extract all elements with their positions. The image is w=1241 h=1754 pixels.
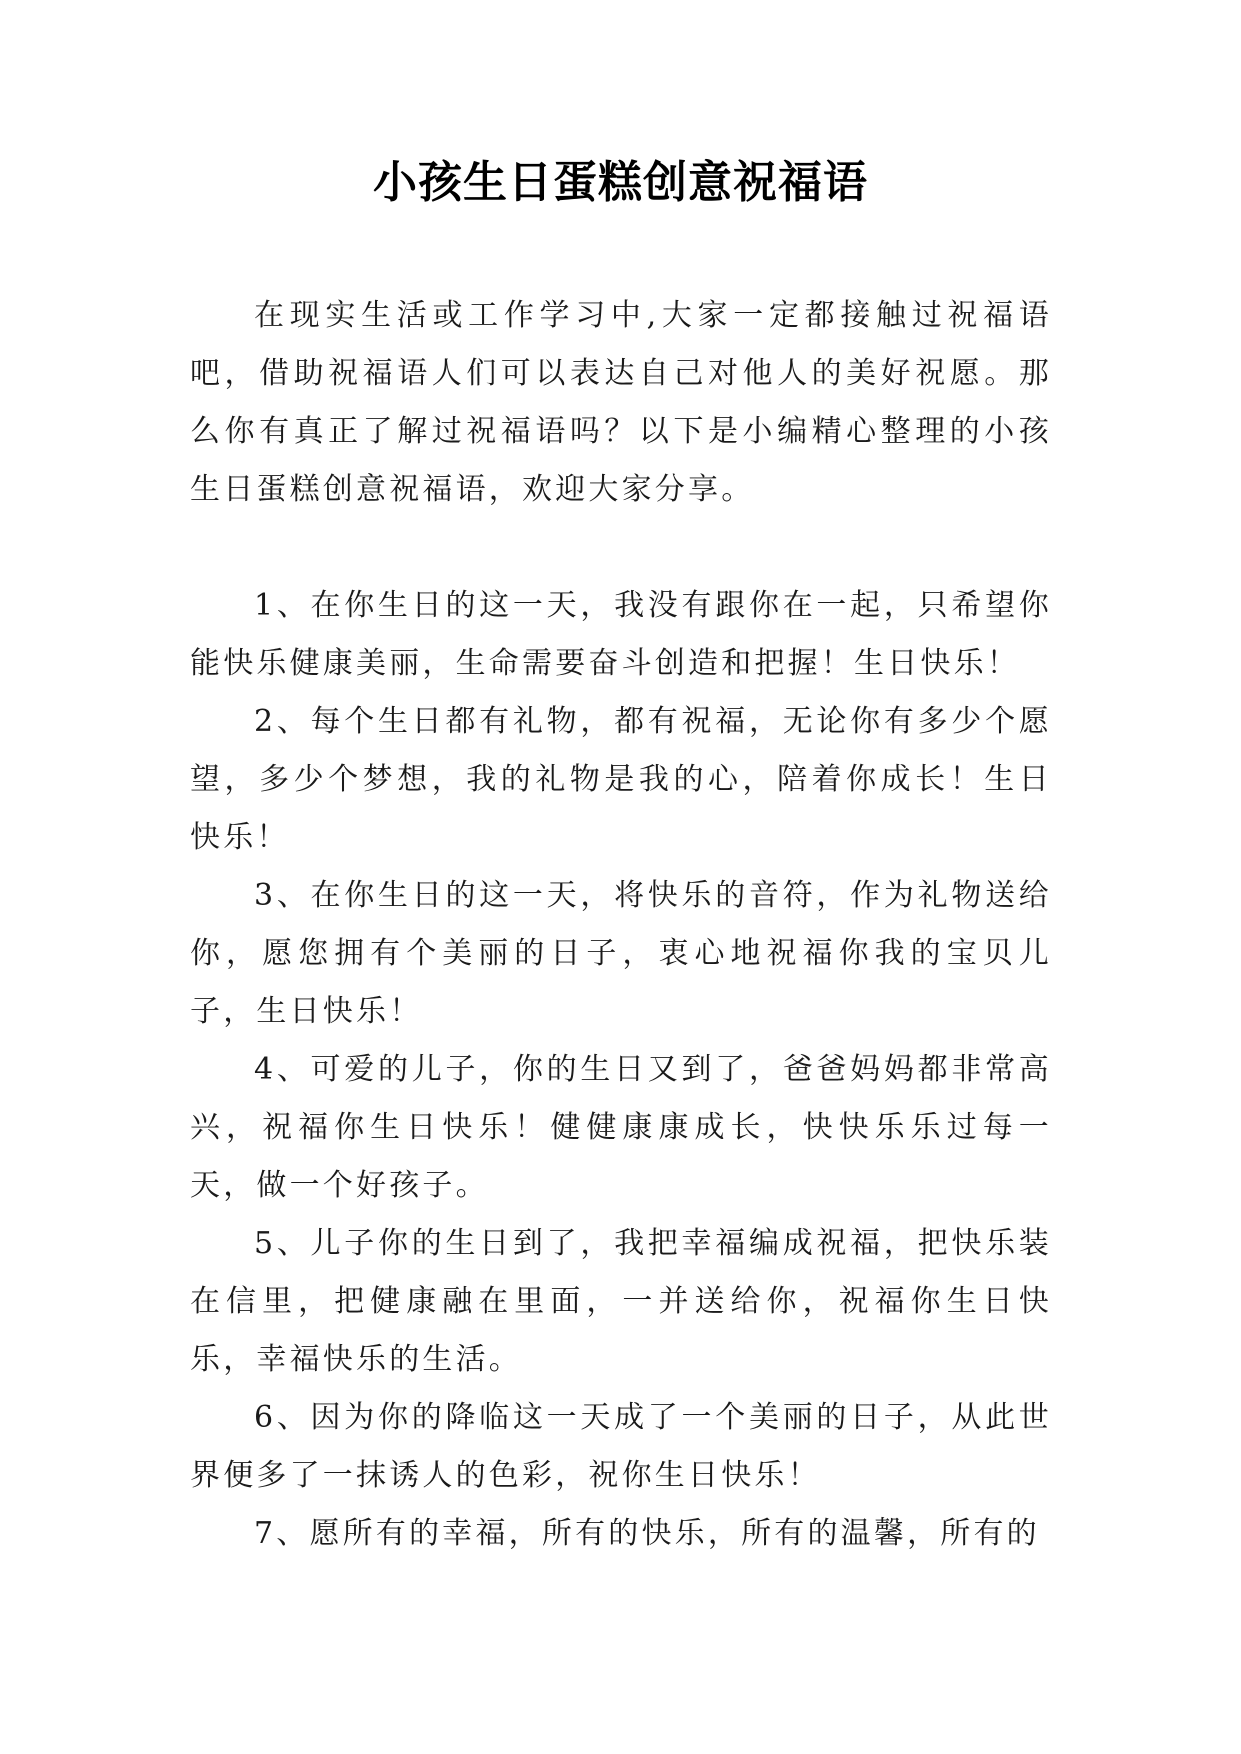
document-title: 小孩生日蛋糕创意祝福语: [373, 157, 868, 208]
wish-item-2: 2、每个生日都有礼物，都有祝福，无论你有多少个愿望，多少个梦想，我的礼物是我的心，陪着你成长！生日快乐！: [190, 704, 1052, 855]
wish-item-3: 3、在你生日的这一天，将快乐的音符，作为礼物送给你，愿您拥有个美丽的日子，衷心地祝福你我的宝贝儿子，生日快乐！: [190, 878, 1052, 1029]
wish-list: [190, 577, 1052, 1563]
wish-item-1: 1、在你生日的这一天，我没有跟你在一起，只希望你能快乐健康美丽，生命需要奋斗创造和把握！生日快乐！: [190, 588, 1052, 681]
wish-item-4: 4、可爱的儿子，你的生日又到了，爸爸妈妈都非常高兴，祝福你生日快乐！健健康康成长，快快乐乐过每一天，做一个好孩子。: [190, 1052, 1052, 1203]
wish-item-7: 7、愿所有的幸福，所有的快乐，所有的温馨，所有的: [254, 1516, 1040, 1551]
wish-item-5: 5、儿子你的生日到了，我把幸福编成祝福，把快乐装在信里，把健康融在里面，一并送给你，祝福你生日快乐，幸福快乐的生活。: [190, 1226, 1052, 1377]
wish-item-6: 6、因为你的降临这一天成了一个美丽的日子，从此世界便多了一抹诱人的色彩，祝你生日快乐！: [190, 1400, 1052, 1493]
intro-paragraph: 在现实生活或工作学习中,大家一定都接触过祝福语吧，借助祝福语人们可以表达自己对他人的美好祝愿。那么你有真正了解过祝福语吗？以下是小编精心整理的小孩生日蛋糕创意祝福语，欢迎大家分享。: [190, 298, 1052, 507]
